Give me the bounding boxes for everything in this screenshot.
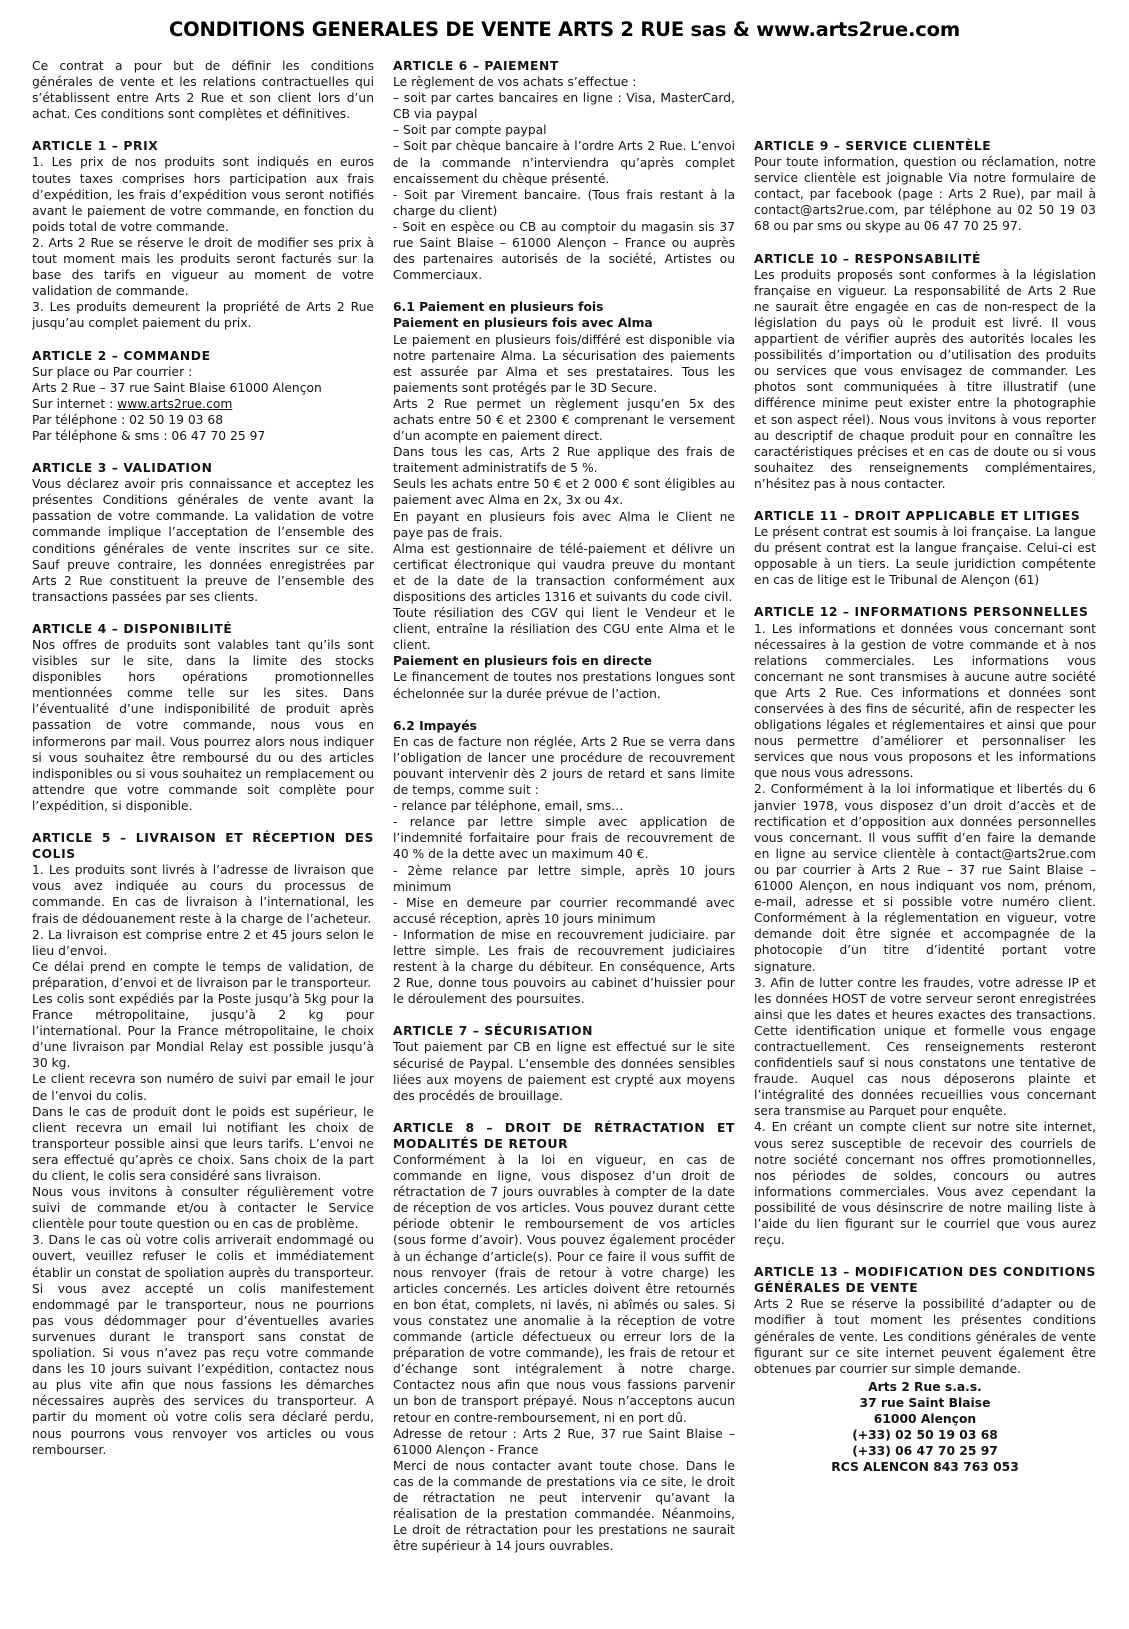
article-10-heading: ARTICLE 10 – RESPONSABILITÉ — [754, 251, 981, 266]
section-6-2-line-4: - Mise en demeure par courrier recommandé avec accusé réception, après 10 jours minimum — [393, 895, 735, 926]
article-5-para-5: Le client recevra son numéro de suivi par email le jour de l’envoi du colis. — [32, 1072, 374, 1103]
article-6-line-4: – Soit par chèque bancaire à l’ordre Arts 2 Rue. L’envoi de la commande n’interviendra qu’après complet encaissement du chèque présenté. — [393, 139, 735, 186]
column-3-content — [754, 58, 1096, 1475]
signature-city: 61000 Alençon — [873, 1412, 977, 1427]
website-label: Sur internet : — [32, 396, 118, 411]
company-signature — [754, 1379, 1096, 1476]
article-3-heading: ARTICLE 3 – VALIDATION — [32, 461, 213, 476]
article-2-line-5: Par téléphone & sms : 06 47 70 25 97 — [32, 428, 266, 443]
signature-street: 37 rue Saint Blaise — [859, 1395, 991, 1410]
article-6-line-1: Le règlement de vos achats s’effectue : — [393, 75, 637, 90]
intro-text: Ce contrat a pour but de définir les conditions générales de vente et les relations contractuelles qui s’établissent entre Arts 2 Rue et son client lors d’un achat. Ces conditions sont complètes et définitives. — [32, 59, 374, 122]
section-6-2-line-1: - relance par téléphone, email, sms… — [393, 799, 624, 814]
article-4-heading: ARTICLE 4 – DISPONIBILITÉ — [32, 621, 233, 636]
section-6-2-line-5: - Information de mise en recouvrement judiciaire. par lettre simple. Les frais de recouvrement judiciaires restent à la charge du débiteur. En conséquence, Arts 2 Rue, donne tous pouvoirs au cabinet d’huissier pour le déroulement des poursuites. — [393, 927, 735, 1007]
article-9-para-1: Pour toute information, question ou réclamation, notre service clientèle est joignable Via notre formulaire de contact, par facebook (page : Arts 2 Rue), par mail à contact@arts2rue.com, par téléphone au 02 50 19 03 68 ou par sms ou skype au 06 47 70 25 97. — [754, 155, 1096, 234]
article-1-heading: ARTICLE 1 – PRIX — [32, 139, 159, 154]
section-6-1-para-7: Toute résiliation des CGV qui lient le Vendeur et le client, entraîne la résiliation des CGU ente Alma et le client. — [393, 606, 735, 653]
article-6-heading: ARTICLE 6 – PAIEMENT — [393, 59, 559, 73]
column-2 — [393, 58, 735, 1618]
article-6-line-2: – soit par cartes bancaires en ligne : Visa, MasterCard, CB via paypal — [393, 91, 735, 122]
article-12-para-4: 4. En créant un compte client sur notre site internet, vous serez susceptible de recevoir des courriels de notre société concernant nos offres promotionnelles, nos périodes de soldes, concours ou autres informations commerciales. Vous avez cependant la possibilité de vous désinscrire de notre mailing liste à l’aide du lien figurant sur le courriel que vous aurez reçu. — [754, 1120, 1096, 1248]
section-6-1-para-4: Seuls les achats entre 50 € et 2 000 € sont éligibles au paiement avec Alma en 2x, 3x ou 4x. — [393, 477, 735, 508]
article-10-para-1: Les produits proposés sont conformes à la législation française en vigueur. La responsabilité de Arts 2 Rue ne saurait être engagée en cas de non-respect de la législation du pays où le produit est livré. Il vous appartient de vérifier auprès des autorités locales les possibilités d’importation ou d’utilisation des produits ou services que vous envisagez de commander. Les photos sont communiquées à titre illustratif (une différence minime peut exister entre la photographie et son aspect réel). Nous vous invitons à vous reporter au descriptif de chaque produit pour en connaître les caractéristiques précises et en cas de doute ou si vous souhaitez des renseignements complémentaires, n’hésitez pas à nous contacter. — [754, 267, 1096, 491]
article-8-para-3: Merci de nous contacter avant toute chose. Dans le cas de la commande de prestations via ce site, le droit de rétractation ne peut intervenir qu’avant la réalisation de la prestation commandée. Néanmoins, Le droit de rétractation pour les prestations ne saurait être supérieur à 14 jours ouvrables. — [393, 1458, 735, 1554]
article-5-para-8: 3. Dans le cas où votre colis arriverait endommagé ou ouvert, veuillez refuser le colis et immédiatement établir un constat de spoliation auprès du transporteur. Si vous avez accepté un colis manifestement endommagé par le transporteur, nous ne pourrions pas vous dédommager pour d’éventuelles avaries survenues durant le transport sans constat de spoliation. Si vous n’avez pas reçu votre commande dans les 10 jours suivant l’expédition, contactez nous au plus vite afin que nous fassions les démarches nécessaires auprès des services du transporteur. A partir du moment où votre colis sera déclaré perdu, nous pourrons vous renvoyer vos articles ou vous rembourser. — [32, 1233, 374, 1457]
signature-rcs: RCS ALENCON 843 763 053 — [831, 1460, 1019, 1475]
article-2-line-1: Sur place ou Par courrier : — [32, 364, 193, 379]
article-5-heading: ARTICLE 5 – LIVRAISON ET RÉCEPTION DES COLIS — [32, 831, 374, 862]
signature-company: Arts 2 Rue s.a.s. — [868, 1379, 982, 1394]
website-link[interactable]: www.arts2rue.com — [117, 396, 233, 411]
article-9-heading: ARTICLE 9 – SERVICE CLIENTÈLE — [754, 139, 992, 153]
article-5-para-2: 2. La livraison est comprise entre 2 et 45 jours selon le lieu d’envoi. — [32, 927, 374, 958]
article-13-para-1: Arts 2 Rue se réserve la possibilité d’adapter ou de modifier à tout moment les présentes conditions générales de vente. Les conditions générales de vente figurant sur ce site internet peuvent également être obtenues par courrier sur simple demande. — [754, 1297, 1096, 1376]
article-11-para-1: Le présent contrat est soumis à loi française. La langue du présent contrat est la langue française. Celui-ci est opposable à un tiers. La seule juridiction compétente en cas de litige est le Tribunal de Alençon (61) — [754, 525, 1096, 588]
article-2-heading: ARTICLE 2 – COMMANDE — [32, 348, 211, 363]
section-6-1-para-2: Arts 2 Rue permet un règlement jusqu’en 5x des achats entre 50 € et 2300 € comprenant le versement d’un acompte en paiement direct. — [393, 396, 735, 444]
article-2-line-4: Par téléphone : 02 50 19 03 68 — [32, 412, 224, 427]
article-1-para-2: 2. Arts 2 Rue se réserve le droit de modifier ses prix à tout moment mais les produits seront facturés sur la base des tarifs en vigueur au moment de votre validation de commande. — [32, 235, 374, 299]
article-4-para-1: Nos offres de produits sont valables tant qu’ils sont visibles sur le site, dans la limite des stocks disponibles hors opérations promotionnelles mentionnées comme telle sur les sites. Dans l’éventualité d’une indisponibilité de produit après passation de votre commande, nous vous en informerons par mail. Vous pourrez alors nous indiquer si vous souhaitez être remboursé du ou des articles indisponibles ou si vous souhaitez un remplacement ou attendre que votre commande soit complète pour l’expédition, si disponible. — [32, 638, 374, 813]
article-6-line-3: – Soit par compte paypal — [393, 123, 547, 138]
section-6-1-subtitle-2: Paiement en plusieurs fois en directe — [393, 654, 652, 669]
section-6-1-title: 6.1 Paiement en plusieurs fois — [393, 300, 604, 315]
section-6-2-line-2: - relance par lettre simple avec application de l’indemnité forfaitaire pour frais de recouvrement de 40 % de la dette avec un maximum 40 €. — [393, 815, 735, 862]
article-7-para-1: Tout paiement par CB en ligne est effectué sur le site sécurisé de Paypal. L’ensemble des données sensibles liées aux moyens de paiement est crypté aux moyens des procédés de brouillage. — [393, 1040, 735, 1103]
column-1 — [32, 58, 374, 1618]
column-3 — [754, 58, 1096, 1618]
section-6-1-para-1: Le paiement en plusieurs fois/différé est disponible via notre partenaire Alma. La sécurisation des paiements est assurée par Alma et ses prestataires. Tous les paiements sont protégés par le 3D Secure. — [393, 332, 735, 395]
article-2-line-3 — [32, 396, 374, 412]
page-title: CONDITIONS GENERALES DE VENTE ARTS 2 RUE sas & www.arts2rue.com — [169, 18, 960, 41]
section-6-1-para-5: En payant en plusieurs fois avec Alma le Client ne paye pas de frais. — [393, 509, 735, 540]
article-3-para-1: Vous déclarez avoir pris connaissance et acceptez les présentes Conditions générales de vente avant la passation de votre commande. La validation de votre commande implique l’acceptation de l’ensemble des conditions générales de vente inscrites sur ce site. Sauf preuve contraire, les données enregistrées par Arts 2 Rue constituent la preuve de l’ensemble des transactions passées par ses clients. — [32, 477, 374, 604]
section-6-1-para-8: Le financement de toutes nos prestations longues sont échelonnée sur la durée prévue de l’action. — [393, 670, 735, 701]
article-7-heading: ARTICLE 7 – SÉCURISATION — [393, 1024, 594, 1039]
article-6-line-5: - Soit par Virement bancaire. (Tous frais restant à la charge du client) — [393, 187, 735, 218]
article-13-heading: ARTICLE 13 – MODIFICATION DES CONDITIONS GÉNÉRALES DE VENTE — [754, 1265, 1096, 1296]
section-6-1-subtitle: Paiement en plusieurs fois avec Alma — [393, 316, 653, 331]
article-8-para-2: Adresse de retour : Arts 2 Rue, 37 rue Saint Blaise – 61000 Alençon - France — [393, 1426, 735, 1457]
article-1-para-3: 3. Les produits demeurent la propriété de Arts 2 Rue jusqu’au complet paiement du prix. — [32, 300, 374, 331]
article-11-heading: ARTICLE 11 – DROIT APPLICABLE ET LITIGES — [754, 508, 1081, 523]
article-5-para-3: Ce délai prend en compte le temps de validation, de préparation, d’envoi et de livraison par le transporteur. — [32, 959, 374, 990]
article-5-para-1: 1. Les produits sont livrés à l’adresse de livraison que vous avez indiquée au cours du processus de commande. En cas de livraison à l’international, les frais de dédouanement reste à la charge de l’acheteur. — [32, 863, 374, 926]
article-5-para-7: Nous vous invitons à consulter régulièrement votre suivi de commande et/ou à contacter le Service clientèle pour toute question ou en cas de problème. — [32, 1185, 374, 1232]
article-8-para-1: Conformément à la loi en vigueur, en cas de commande en ligne, vous disposez d’un droit de rétractation de 7 jours ouvrables à compter de la date de réception de vos articles. Vous pouvez durant cette période obtenir le remboursement de vos articles (sous forme d’avoir). Vous pouvez également procéder à un échange d’article(s). Pour ce faire il vous suffit de nous renvoyer (frais de retour à votre charge) les articles concernés. Les articles doivent être retournés en bon état, complets, ni lavés, ni abîmés ou sales. Si vous constatez une anomalie à la réception de votre commande (article défectueux ou erreur lors de la préparation de votre commande), les frais de retour et d’échange sont intégralement à notre charge. Contactez nous afin que nous vous fassions parvenir un bon de transport prépayé. Nous n’acceptons aucun retour en contre-remboursement, ni en port dû. — [393, 1153, 735, 1425]
article-5-para-6: Dans le cas de produit dont le poids est supérieur, le client recevra un email lui notifiant les choix de transporteur possible ainsi que leurs tarifs. L’envoi ne sera effectué qu’après ce choix. Sans choix de la part du client, le colis sera considéré sans livraison. — [32, 1104, 374, 1183]
article-8-heading: ARTICLE 8 – DROIT DE RÉTRACTATION ET MODALITÉS DE RETOUR — [393, 1120, 735, 1151]
section-6-2-line-3: - 2ème relance par lettre simple, après 10 jours minimum — [393, 863, 735, 894]
article-12-heading: ARTICLE 12 – INFORMATIONS PERSONNELLES — [754, 605, 1089, 620]
article-12-para-2: 2. Conformément à la loi informatique et libertés du 6 janvier 1978, vous disposez d’un droit d’accès et de rectification et d’opposition aux données personnelles vous concernant. Il vous suffit d’en faire la demande en ligne au service clientèle à contact@arts2rue.com ou par courrier à Arts 2 Rue – 37 rue Saint Blaise – 61000 Alençon, en nous indiquant vos nom, prénom, e-mail, adresse et si possible votre numéro client. Conformément à la réglementation en vigueur, votre demande doit être signée et accompagnée de la photocopie d’un titre d’identité portant votre signature. — [754, 782, 1096, 974]
signature-phone-2: (+33) 06 47 70 25 97 — [852, 1444, 998, 1459]
article-12-para-1: 1. Les informations et données vous concernant sont nécessaires à la gestion de votre commande et à nos relations commerciales. Les informations vous concernant ne sont transmises à aucune autre société que Arts 2 Rue. Ces informations et données sont conservées à des fins de sécurité, afin de respecter les obligations légales et réglementaires et ainsi que pour nous permettre d’améliorer et personnaliser les services que nous vous proposons et les informations que nous vous adressons. — [754, 621, 1096, 781]
article-2-line-2: Arts 2 Rue – 37 rue Saint Blaise 61000 Alençon — [32, 380, 322, 395]
article-12-para-3: 3. Afin de lutter contre les fraudes, votre adresse IP et les données HOST de votre serveur seront enregistrées ainsi que les dates et heures exactes des transactions. Cette identification unique et formelle vous engage contractuellement. Ces renseignements resteront confidentiels sauf si nous constatons une tentative de fraude. Auquel cas nous déposerons plainte et l’intégralité des données recueillies vous concernant sera transmise au Parquet pour enquête. — [754, 975, 1096, 1119]
article-6-line-6: - Soit en espèce ou CB au comptoir du magasin sis 37 rue Saint Blaise – 61000 Alençon – France ou auprès des partenaires autorisés de la société, Artistes ou Commerciaux. — [393, 219, 735, 283]
section-6-2-para-1: En cas de facture non réglée, Arts 2 Rue se verra dans l’obligation de lancer une procédure de recouvrement pouvant intervenir dès 2 jours de retard et sans limite de temps, comme suit : — [393, 734, 735, 798]
signature-phone-1: (+33) 02 50 19 03 68 — [852, 1428, 998, 1443]
section-6-1-para-3: Dans tous les cas, Arts 2 Rue applique des frais de traitement administratifs de 5 %. — [393, 445, 735, 476]
section-6-2-title: 6.2 Impayés — [393, 718, 477, 733]
section-6-1-para-6: Alma est gestionnaire de télé-paiement et délivre un certificat électronique qui vaudra preuve du montant et de la date de la transaction conformément aux dispositions des articles 1316 et suivants du code civil. — [393, 541, 735, 604]
article-5-para-4: Les colis sont expédiés par la Poste jusqu’à 5kg pour la France métropolitaine, jusqu’à 2 kg pour l’international. Pour la France métropolitaine, le choix d’une livraison par Mondial Relay est possible jusqu’à 30 kg. — [32, 991, 374, 1071]
article-1-para-1: 1. Les prix de nos produits sont indiqués en euros toutes taxes comprises hors participation aux frais d’expédition, les frais d’expédition vous seront notifiés avant le paiement de votre commande, en fonction du poids total de votre commande. — [32, 155, 374, 234]
